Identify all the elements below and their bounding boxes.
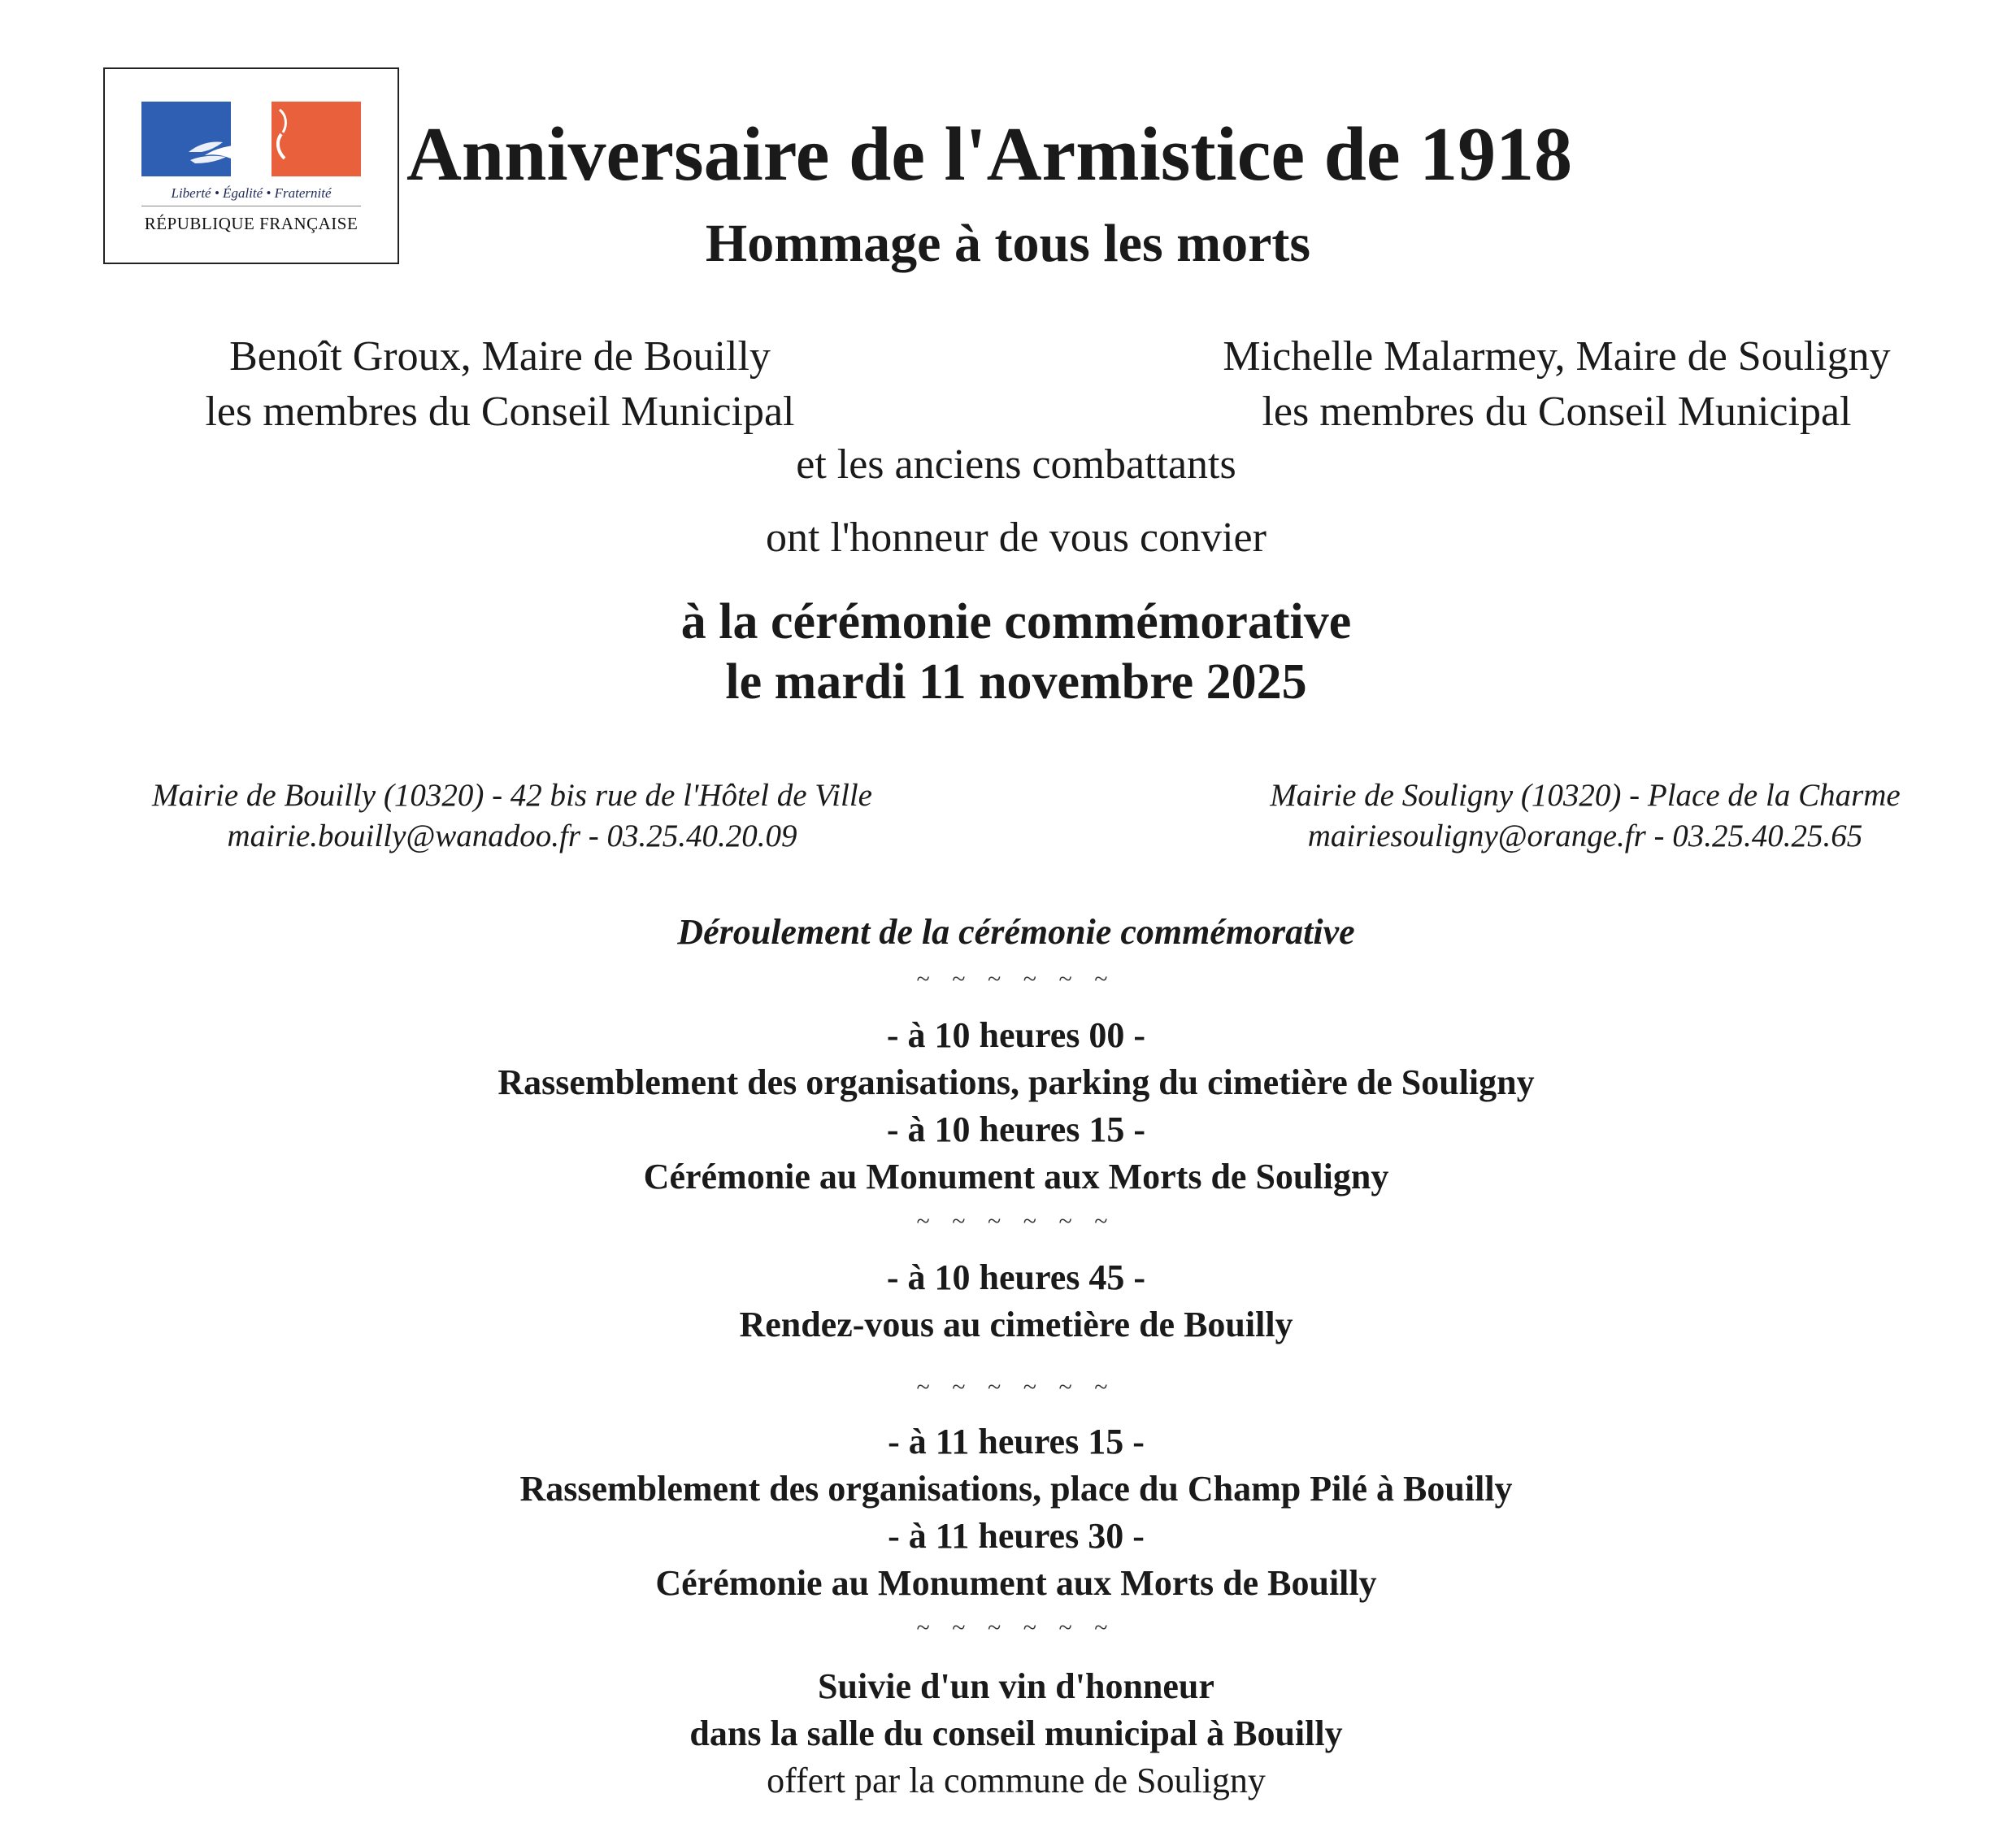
program-event: Cérémonie au Monument aux Morts de Bouilly	[655, 1563, 1377, 1603]
program-event: Rassemblement des organisations, parking du cimetière de Souligny	[497, 1062, 1535, 1102]
host-bouilly	[114, 329, 886, 440]
address-bouilly: Mairie de Bouilly (10320) - 42 bis rue de l'Hôtel de Ville	[152, 778, 872, 813]
closing-block	[0, 1663, 2016, 1804]
host-souligny	[1130, 329, 1983, 440]
address-souligny: Mairie de Souligny (10320) - Place de la Charme	[1270, 778, 1901, 813]
program-time: - à 10 heures 00 -	[886, 1015, 1146, 1055]
ceremony-block	[0, 592, 2016, 712]
veterans-line: et les anciens combattants	[796, 441, 1236, 488]
program-time: - à 11 heures 30 -	[888, 1516, 1145, 1556]
ceremony-title: à la cérémonie commémorative	[680, 594, 1352, 649]
closing-reception: Suivie d'un vin d'honneur	[818, 1666, 1214, 1706]
mayor-bouilly: Benoît Groux, Maire de Bouilly	[229, 333, 771, 380]
ceremony-date: le mardi 11 novembre 2025	[725, 654, 1307, 710]
closing-location: dans la salle du conseil municipal à Bouilly	[689, 1713, 1343, 1753]
details-bouilly: mairie.bouilly@wanadoo.fr - 03.25.40.20.09	[227, 819, 797, 853]
details-souligny: mairiesouligny@orange.fr - 03.25.40.25.65	[1307, 819, 1863, 853]
republique-francaise-logo	[103, 67, 399, 264]
program-time: - à 10 heures 15 -	[886, 1110, 1146, 1149]
program-event: Rendez-vous au cimetière de Bouilly	[739, 1305, 1293, 1344]
contact-souligny	[1195, 775, 1975, 857]
program-event: Cérémonie au Monument aux Morts de Souligny	[643, 1157, 1389, 1196]
marianne-flag-icon	[141, 102, 361, 176]
program-time: - à 11 heures 15 -	[888, 1422, 1145, 1461]
council-souligny: les membres du Conseil Municipal	[1262, 389, 1852, 435]
separator: ~ ~ ~ ~ ~ ~	[916, 1208, 1116, 1235]
separator: ~ ~ ~ ~ ~ ~	[916, 1374, 1116, 1401]
closing-offered-by: offert par la commune de Souligny	[767, 1761, 1266, 1800]
program-event: Rassemblement des organisations, place du Champ Pilé à Bouilly	[519, 1469, 1513, 1509]
page-title: Anniversaire de l'Armistice de 1918	[406, 112, 1573, 197]
separator: ~ ~ ~ ~ ~ ~	[916, 1614, 1116, 1641]
separator: ~ ~ ~ ~ ~ ~	[916, 966, 1116, 992]
program-time: - à 10 heures 45 -	[886, 1257, 1146, 1297]
republic-name: RÉPUBLIQUE FRANÇAISE	[144, 214, 358, 233]
program-heading: Déroulement de la cérémonie commémorative	[677, 912, 1355, 952]
invitation-line: ont l'honneur de vous convier	[766, 515, 1267, 561]
contact-bouilly	[81, 775, 943, 857]
republic-motto: Liberté • Égalité • Fraternité	[171, 185, 332, 201]
mayor-souligny: Michelle Malarmey, Maire de Souligny	[1223, 333, 1891, 380]
council-bouilly: les membres du Conseil Municipal	[205, 389, 795, 435]
page-subtitle: Hommage à tous les morts	[705, 214, 1311, 273]
